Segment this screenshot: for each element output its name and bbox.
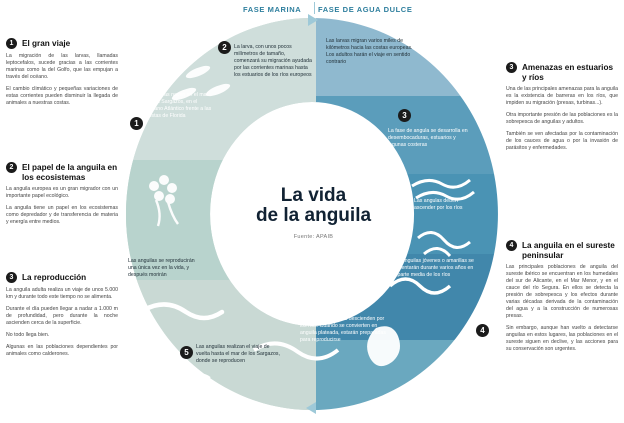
title-line-2: de la anguila <box>255 205 372 226</box>
phase-label-marine: FASE MARINA <box>243 5 302 14</box>
source-label: Fuente: APAIB <box>293 234 334 240</box>
callout-text: Las anguilas realizan el viaje de vuelta hasta el mar de los Sargazos, donde se reproducen <box>196 344 280 364</box>
section-title: El gran viaje <box>22 39 71 48</box>
callout-text: Las anguilas adultas descienden por los ríos. Cuando se convierten en anguila plateada, estarán preparadas para reproducirse <box>300 316 386 343</box>
callout-text: La fase de angula se desarrolla en desembocaduras, estuarios y lagunas costeras <box>388 128 468 148</box>
callout-number: 2 <box>218 41 231 54</box>
callout-text: Las anguilas se reproducirán una única vez en la vida, y después morirán <box>128 258 195 278</box>
section-title: La anguila en el sureste peninsular <box>522 241 615 260</box>
section-paragraph: Sin embargo, aunque han vuelto a detectarse anguilas en estos lugares, las poblaciones en el sureste siguen en declive, y las acciones para su conservación son urgentes. <box>506 325 618 352</box>
section-paragraph: La migración de las larvas, llamadas leptocefalos, sucede gracias a las corrientes marinas como la del Golfo, que las empujan a través del océano. <box>6 53 118 80</box>
section-title: La reproducción <box>22 273 87 282</box>
section-paragraph: No todo llega bien. <box>6 332 50 338</box>
section-paragraph: Algunas en las poblaciones dependientes por animales como calderones. <box>6 344 118 357</box>
section-paragraph: Durante el día pueden llegar a nadar a 1.000 m de profundidad, pero durante la noche ascienden cerca de la superficie. <box>6 306 118 326</box>
callout-text: Las larvas migran varios miles de kilómetros hacia las costas europeas. Los adultos harán el viaje en sentido contrario <box>326 38 413 65</box>
callout-text: Las larvas nacen en el mar de los Sargazos, en el océano Atlántico frente a las costas de Florida <box>146 92 212 119</box>
section-el-gran-viaje <box>6 38 118 112</box>
callout-number: 5 <box>180 346 193 359</box>
section-paragraph: Una de las principales amenazas para la anguila es la existencia de barreras en los ríos, que impiden su migración (presas, turbinas...). <box>506 86 618 106</box>
section-number: 3 <box>506 62 517 73</box>
section-paragraph: La anguila adulta realiza un viaje de unos 5.000 km y durante todo este tiempo no se alimenta. <box>6 287 118 300</box>
section-paragraph: Otra importante presión de las poblaciones es la sobrepesca de anguilas y adultos. <box>506 112 618 125</box>
section-paragraph: La anguila tiene un papel en los ecosistemas como depredador y de transferencia de materia y energía entre medios. <box>6 205 118 225</box>
callout-text: Las angulas deben ascender por los ríos <box>414 198 463 211</box>
section-paragraph: También se ven afectadas por la contaminación de los cauces de agua o por la invasión de parásitos y enfermedades. <box>506 131 618 151</box>
section-number: 3 <box>6 272 17 283</box>
title-line-1: La vida <box>280 185 347 206</box>
section-amenazas-estuarios <box>506 62 618 157</box>
section-paragraph: La anguila europea es un gran migrador con un importante papel ecológico. <box>6 186 118 199</box>
section-sureste-peninsular <box>506 240 618 358</box>
section-papel-anguila <box>6 162 118 231</box>
callout-text: La larva, con unos pocos milímetros de tamaño, comenzará su migración ayudada por las corrientes marinas hasta los estuarios de los ríos europeos <box>234 44 312 78</box>
waves-illustration <box>156 375 210 398</box>
section-paragraph: El cambio climático y pequeñas variaciones de estas corrientes pueden disminuir la llegada de animales a nuestras costas. <box>6 86 118 106</box>
section-number: 1 <box>6 38 17 49</box>
callout-number: 1 <box>130 117 143 130</box>
phase-label-freshwater: FASE DE AGUA DULCE <box>318 5 413 14</box>
section-reproduccion <box>6 272 118 363</box>
callout-text: Las anguilas jóvenes o amarillas se alimentarán durante varios años en la parte media de los ríos <box>392 258 474 278</box>
section-title: El papel de la anguila en los ecosistemas <box>22 163 118 182</box>
section-title: Amenazas en estuarios y ríos <box>522 63 614 82</box>
section-number: 2 <box>6 162 17 173</box>
callout-number: 4 <box>476 324 489 337</box>
section-paragraph: Las principales poblaciones de anguila del sureste ibérico se encuentran en los humedales del sur de Alicante, en el Mar Menor, y en el cauce del río Segura. En ellos se detecta la presión de sobrepesca y los efectos durante varias décadas derivada de la contaminación del agua y a la construcción de numerosas presas. <box>506 264 618 319</box>
callout-number: 3 <box>398 109 411 122</box>
section-number: 4 <box>506 240 517 251</box>
center-title-block <box>231 186 396 240</box>
